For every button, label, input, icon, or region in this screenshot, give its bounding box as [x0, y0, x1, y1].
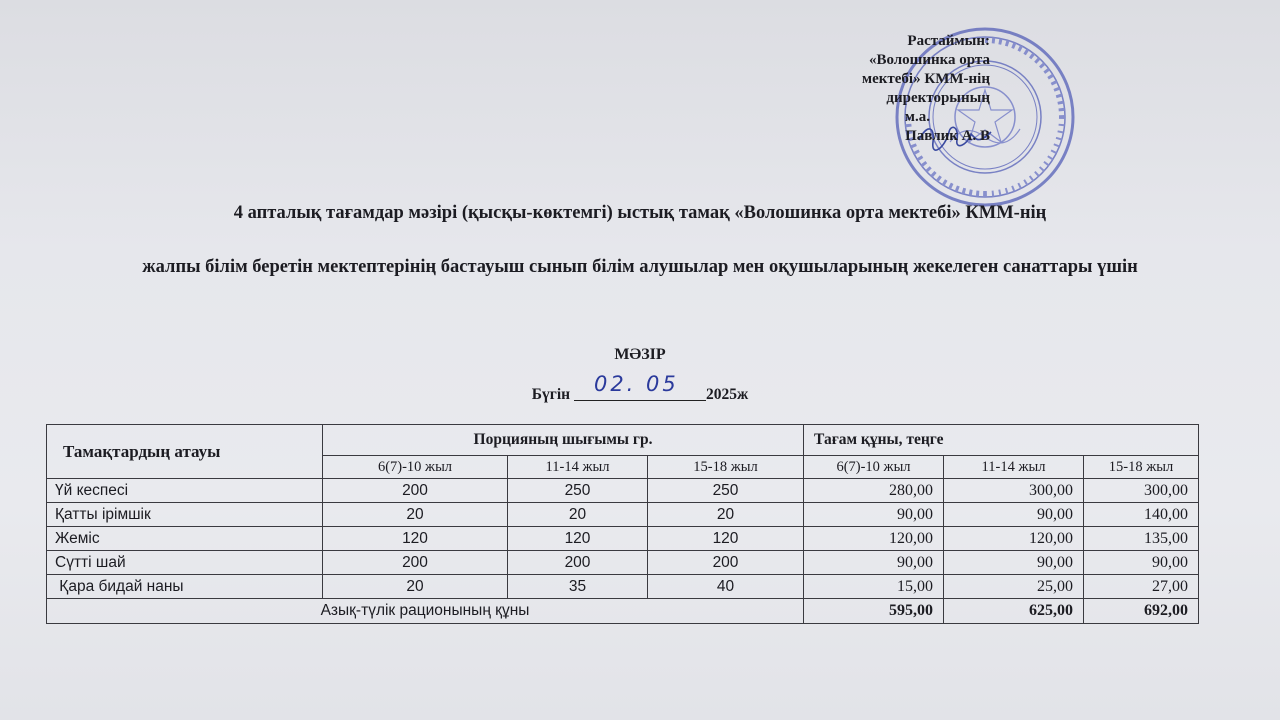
age-header: 11-14 жыл — [944, 456, 1084, 479]
cost-cell: 135,00 — [1084, 527, 1199, 551]
total-value: 692,00 — [1084, 599, 1199, 624]
cost-cell: 25,00 — [944, 575, 1084, 599]
portion-cell: 120 — [323, 527, 508, 551]
cost-cell: 90,00 — [804, 503, 944, 527]
menu-heading: МӘЗІР — [614, 346, 666, 363]
cost-cell: 120,00 — [944, 527, 1084, 551]
approval-line — [800, 108, 990, 127]
menu-title: 4 апталық тағамдар мәзірі (қысқы-көктемгі) ыстық тамақ «Волошинка орта мектебі» КММ-нің — [233, 203, 1047, 223]
cost-group-header: Тағам құны, теңге — [804, 425, 1199, 456]
name-column-header: Тамақтардың атауы — [47, 425, 323, 479]
dish-name: Қатты ірімшік — [47, 503, 323, 527]
portion-cell: 120 — [508, 527, 648, 551]
portion-cell: 20 — [323, 575, 508, 599]
portion-cell: 250 — [508, 479, 648, 503]
age-header: 15-18 жыл — [1084, 456, 1199, 479]
portion-cell: 120 — [648, 527, 804, 551]
portion-cell: 200 — [323, 479, 508, 503]
date-year: 2025ж — [705, 386, 749, 403]
date-handwritten: 02. 05 — [593, 372, 679, 396]
portion-cell: 20 — [323, 503, 508, 527]
age-header: 6(7)-10 жыл — [804, 456, 944, 479]
date-line — [0, 372, 1280, 404]
cost-cell: 15,00 — [804, 575, 944, 599]
cost-cell: 90,00 — [944, 551, 1084, 575]
age-header: 11-14 жыл — [508, 456, 648, 479]
cost-cell: 90,00 — [1084, 551, 1199, 575]
approval-ma: м.а. — [904, 109, 930, 125]
total-value: 625,00 — [944, 599, 1084, 624]
cost-cell: 140,00 — [1084, 503, 1199, 527]
portion-cell: 200 — [508, 551, 648, 575]
portion-cell: 250 — [648, 479, 804, 503]
dish-name: Жеміс — [47, 527, 323, 551]
age-header: 6(7)-10 жыл — [323, 456, 508, 479]
cost-cell: 120,00 — [804, 527, 944, 551]
portion-cell: 200 — [648, 551, 804, 575]
approval-line: «Волошинка орта — [868, 52, 990, 68]
cost-cell: 27,00 — [1084, 575, 1199, 599]
portion-cell: 40 — [648, 575, 804, 599]
table-row — [47, 479, 1199, 503]
approval-signer: Павлик А. В — [905, 128, 990, 144]
approval-line: Растаймын: — [907, 33, 990, 49]
cost-cell: 300,00 — [944, 479, 1084, 503]
dish-name: Үй кеспесі — [47, 479, 323, 503]
portion-cell: 35 — [508, 575, 648, 599]
dish-name: Сүтті шай — [47, 551, 323, 575]
cost-cell: 280,00 — [804, 479, 944, 503]
portion-cell: 200 — [323, 551, 508, 575]
table-row — [47, 575, 1199, 599]
dish-name: Қара бидай наны — [47, 575, 323, 599]
cost-cell: 90,00 — [804, 551, 944, 575]
portion-cell: 20 — [648, 503, 804, 527]
table-row — [47, 551, 1199, 575]
menu-table — [46, 424, 1199, 624]
menu-subtitle: жалпы білім беретін мектептерінің бастауыш сынып білім алушылар мен оқушыларының жекелеген санаттары үшін — [142, 257, 1138, 277]
approval-line: директорының — [886, 90, 990, 106]
portion-group-header: Порцияның шығымы гр. — [323, 425, 804, 456]
table-row — [47, 527, 1199, 551]
date-blank — [574, 372, 706, 401]
cost-cell: 90,00 — [944, 503, 1084, 527]
total-label: Азық-түлік рационының құны — [47, 599, 804, 624]
approval-block — [800, 32, 990, 146]
total-row — [47, 599, 1199, 624]
portion-cell: 20 — [508, 503, 648, 527]
date-label: Бүгін — [531, 386, 571, 403]
approval-line: мектебі» КММ-нің — [861, 71, 990, 87]
table-row — [47, 503, 1199, 527]
total-value: 595,00 — [804, 599, 944, 624]
cost-cell: 300,00 — [1084, 479, 1199, 503]
age-header: 15-18 жыл — [648, 456, 804, 479]
